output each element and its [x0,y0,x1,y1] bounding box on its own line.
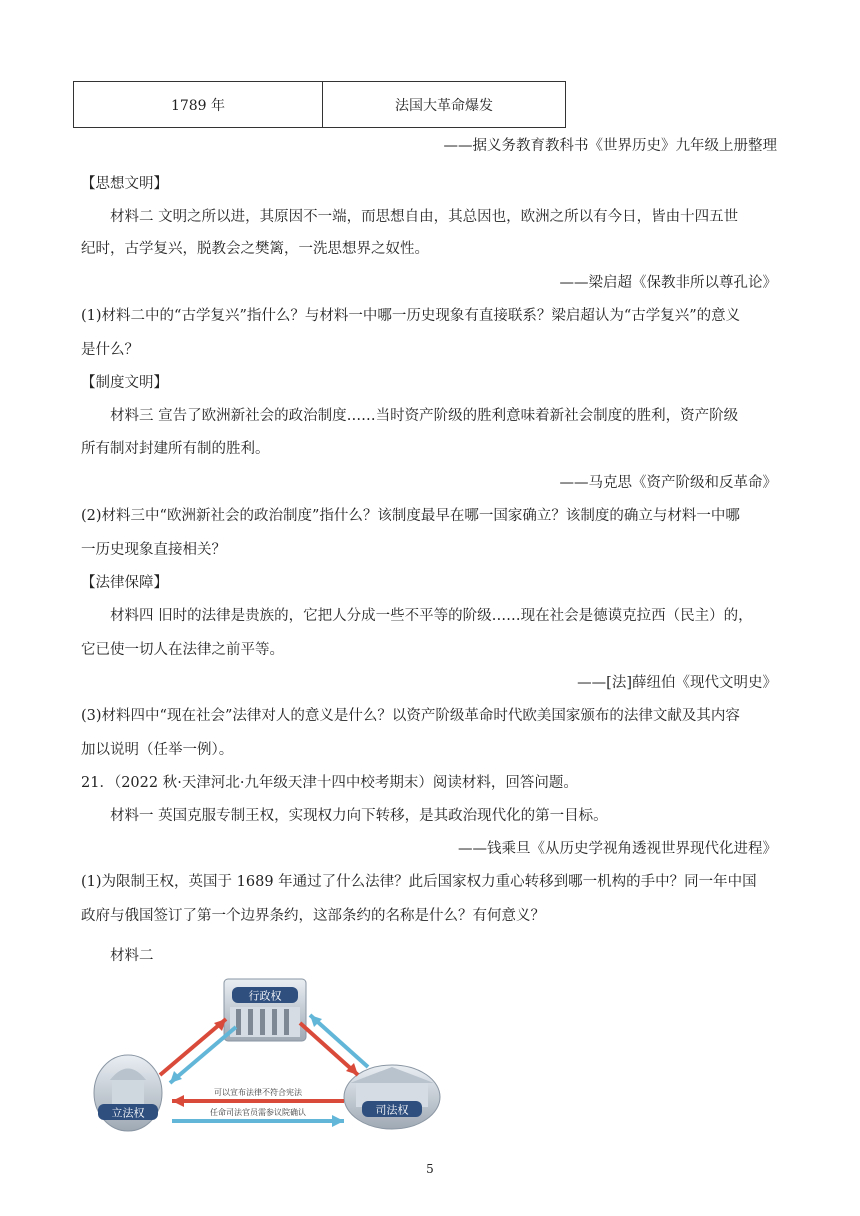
question-1-line1: (1)材料二中的“古学复兴”指什么？与材料一中哪一历史现象有直接联系？梁启超认为“古学复兴”的意义 [81,308,741,324]
material-1b-line: 材料一 英国克服专制王权，实现权力向下转移，是其政治现代化的第一目标。 [110,808,608,824]
judicial-label: 司法权 [375,1103,409,1117]
question-3-line2: 加以说明（任举一例）。 [81,742,234,758]
page-number: 5 [426,1162,434,1176]
executive-label: 行政权 [248,989,282,1003]
material-2-line2: 纪时，古学复兴，脱教会之樊篱，一洗思想界之奴性。 [81,241,429,257]
material-4-line2: 它已使一切人在法律之前平等。 [81,642,284,658]
legislative-label: 立法权 [111,1106,145,1120]
executive-building-icon [224,979,306,1041]
table-row [74,82,566,128]
source-citation: ——据义务教育教科书《世界历史》九年级上册整理 [443,138,777,154]
arrow-executive-judicial [300,1015,368,1075]
question-3-line1: (3)材料四中“现在社会”法律对人的意义是什么？以资产阶级革命时代欧美国家颁布的法律文献及其内容 [81,708,740,724]
material-2b-label: 材料二 [110,948,154,964]
section-heading-law: 【法律保障】 [81,575,168,591]
section-heading-thought: 【思想文明】 [81,176,168,192]
question-2-line2: 一历史现象直接相关？ [81,542,226,558]
bottom-arrow-bottom-label: 任命司法官员需参议院确认 [210,1108,306,1117]
material-2-source: ——梁启超《保教非所以尊孔论》 [559,275,777,291]
material-3-line1: 材料三 宣告了欧洲新社会的政治制度……当时资产阶级的胜利意味着新社会制度的胜利，资产阶级 [110,408,739,424]
bottom-arrow-top-label: 可以宣布法律不符合宪法 [214,1088,302,1097]
section-heading-system: 【制度文明】 [81,375,168,391]
material-3-line2: 所有制对封建所有制的胜利。 [81,441,270,457]
question-2-line1: (2)材料三中“欧洲新社会的政治制度”指什么？该制度最早在哪一国家确立？该制度的确立与材料一中哪 [81,508,740,524]
question-21-1-line2: 政府与俄国签订了第一个边界条约，这部条约的名称是什么？有何意义？ [81,908,545,924]
material-3-source: ——马克思《资产阶级和反革命》 [559,475,777,491]
legislative-building-icon [94,1055,162,1131]
event-cell: 法国大革命爆发 [323,82,566,128]
material-1b-source: ——钱乘旦《从历史学视角透视世界现代化进程》 [458,841,777,857]
event-table [73,81,566,128]
separation-of-powers-diagram [90,975,450,1135]
judicial-building-icon [344,1065,440,1129]
material-2-line1: 材料二 文明之所以进，其原因不一端，而思想自由，其总因也，欧洲之所以有今日，皆由十四五世 [110,209,739,225]
question-1-line2: 是什么？ [81,342,139,358]
question-21-1-line1: (1)为限制王权，英国于 1689 年通过了什么法律？此后国家权力重心转移到哪一机构的手中？同一年中国 [81,874,757,890]
question-21-heading: 21．（2022 秋·天津河北·九年级天津十四中校考期末）阅读材料，回答问题。 [81,775,578,791]
year-cell: 1789 年 [74,82,323,128]
material-4-line1: 材料四 旧时的法律是贵族的，它把人分成一些不平等的阶级……现在社会是德谟克拉西（民主）的， [110,608,753,624]
material-4-source: ——[法]薛纽伯《现代文明史》 [577,675,777,691]
